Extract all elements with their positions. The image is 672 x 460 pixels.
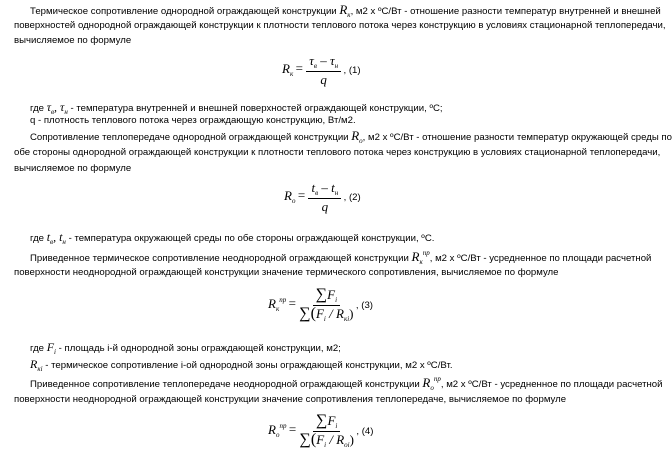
symbol-rk-pr: $R_к^{пр}$ — [411, 249, 430, 266]
p4-line1: Приведенное сопротивление теплопередаче неоднородной ограждающей конструкции $R_о^{пр}$, м2 х ºC/Вт - усредненное по площади расчетной — [30, 375, 663, 392]
formula-1-label: , (1) — [343, 65, 361, 76]
formula-2-fraction: $\frac{t_в - t_н}{q}$ — [308, 181, 341, 214]
where-1-line1: где $\tau_в$, $\tau_н$ - температура внутренней и внешней поверхностей ограждающей конструкции, ºC; — [30, 100, 443, 116]
where-3-line1: где $F_i$ - площадь i-й однородной зоны ограждающей конструкции, м2; — [30, 340, 341, 356]
p3-line2: поверхности неоднородной ограждающей конструкции значение термического сопротивления, вычисляемое по формуле — [14, 267, 559, 278]
formula-2: $R_о$ = $\frac{t_в - t_н}{q}$ , (2) — [284, 180, 361, 214]
p3-line1: Приведенное термическое сопротивление неоднородной ограждающей конструкции $R_к^{пр}$, м2 х ºC/Вт - усредненное по площади расчетной — [30, 249, 652, 266]
formula-1: $R_к$ = $\frac{\tau_в - \tau_н}{q}$ , (1) — [282, 53, 361, 87]
p1-line1 — [30, 2, 661, 19]
formula-1-lhs: $R_к$ — [282, 60, 294, 78]
where-2-line1: где $t_в$, $t_н$ - температура окружающей среды по обе стороны ограждающей конструкции, ºC. — [30, 230, 435, 246]
formula-4-label: , (4) — [356, 426, 374, 437]
p4-line2: поверхности неоднородной ограждающей конструкции значение сопротивления теплопередаче, вычисляемое по формуле — [14, 394, 567, 405]
symbol-ro: $R_о$ — [351, 128, 363, 145]
symbol-rk: $R_к$ — [339, 2, 351, 19]
p1-line2: поверхностей однородной ограждающей конструкции к плотности теплового потока через конструкцию в условиях стационарной теплопередачи, — [14, 20, 666, 31]
p2-line1: Сопротивление теплопередаче однородной ограждающей конструкции $R_о$, м2 х ºC/Вт - отношение разности температур окружающей среды по — [30, 128, 672, 145]
formula-3-label: , (3) — [355, 300, 373, 311]
formula-2-lhs: $R_о$ — [284, 187, 296, 205]
formula-2-label: , (2) — [343, 192, 361, 203]
p1-text-b: , м2 х ºC/Вт - отношение разности температур внутренней и внешней — [350, 6, 661, 17]
p1-text-a: Термическое сопротивление однородной ограждающей конструкции — [30, 6, 337, 17]
p1-line3: вычисляемое по формуле — [14, 35, 132, 46]
symbol-ro-pr: $R_о^{пр}$ — [422, 375, 441, 392]
formula-3: $R_к^{пр}$ = $\frac{\sum F_i}{\sum(F_i / R_{кi})}$ , (3) — [268, 286, 373, 323]
where-3-line2: $R_{кi}$ - термическое сопротивление i-ой однородной зоны ограждающей конструкции, м2 х ºC/Вт. — [30, 357, 453, 373]
formula-4-fraction: $\frac{\sum F_i}{\sum(F_i / R_{оi})}$ — [299, 412, 354, 449]
formula-4: $R_о^{пр}$ = $\frac{\sum F_i}{\sum(F_i / R_{оi})}$ , (4) — [268, 412, 374, 449]
p2-line2: обе стороны однородной ограждающей конструкции к плотности теплового потока через конструкцию в условиях стационарной теплопередачи, — [14, 147, 661, 158]
p2-line3: вычисляемое по формуле — [14, 163, 132, 174]
formula-3-lhs: $R_к^{пр}$ — [268, 295, 287, 313]
where-1-line2: q - плотность теплового потока через ограждающую конструкцию, Вт/м2. — [30, 115, 356, 126]
formula-3-fraction: $\frac{\sum F_i}{\sum(F_i / R_{кi})}$ — [299, 286, 354, 323]
formula-1-fraction: $\frac{\tau_в - \tau_н}{q}$ — [306, 54, 341, 87]
formula-4-lhs: $R_о^{пр}$ — [268, 421, 287, 439]
